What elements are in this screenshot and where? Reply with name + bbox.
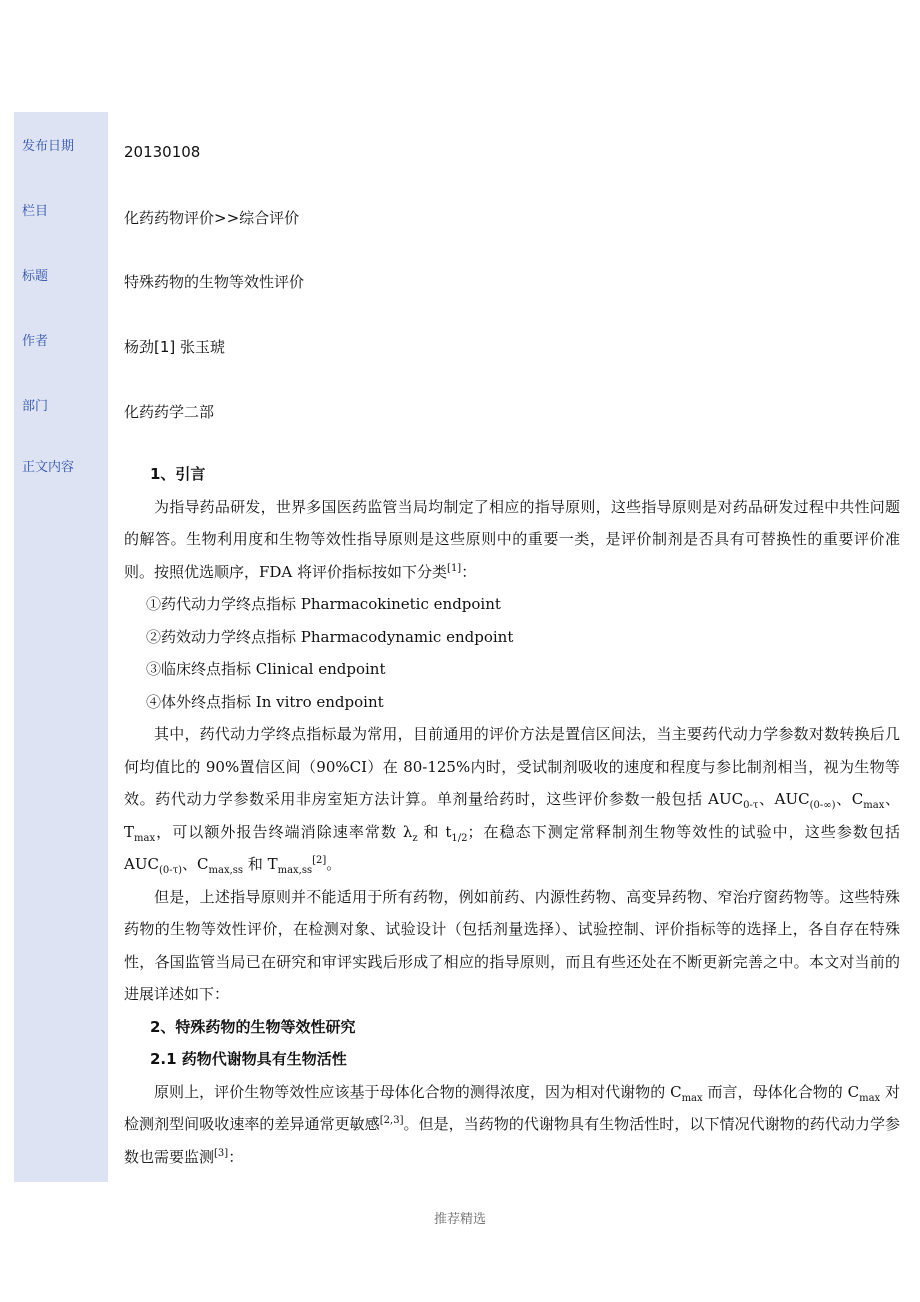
label-column-name: 栏目 bbox=[22, 204, 49, 219]
paragraph-special-drugs: 但是，上述指导原则并不能适用于所有药物，例如前药、内源性药物、高变异药物、窄治疗窗药物等。这些特殊药物的生物等效性评价，在检测对象、试验设计（包括剂量选择）、试验控制、评价指标等的选择上，各自存在特殊性，各国监管当局已在研究和审评实践后形成了相应的指导原则，而且有些还处在不断更新完善之中。本文对当前的进展详述如下： bbox=[124, 887, 900, 1003]
paragraph-intro: 为指导药品研发，世界多国医药监管当局均制定了相应的指导原则，这些指导原则是对药品研发过程中共性问题的解答。生物利用度和生物等效性指导原则是这些原则中的重要一类，是评价制剂是否具有可替换性的重要评价准则。按照优选顺序，FDA 将评价指标按如下分类[1]： bbox=[124, 497, 900, 581]
value-column: 化药药物评价>>综合评价 bbox=[124, 209, 300, 227]
value-department: 化药药学二部 bbox=[124, 403, 215, 421]
list-item: ④体外终点指标 In vitro endpoint bbox=[146, 692, 384, 711]
section-heading-intro: 1、引言 bbox=[150, 465, 206, 483]
value-author: 杨劲[1] 张玉琥 bbox=[124, 338, 226, 356]
subsection-heading-metabolites: 2.1 药物代谢物具有生物活性 bbox=[150, 1050, 347, 1068]
label-body: 正文内容 bbox=[22, 460, 75, 475]
value-title: 特殊药物的生物等效性评价 bbox=[124, 273, 305, 291]
article-body bbox=[124, 458, 900, 1173]
page-footer: 推荐精选 bbox=[433, 1212, 486, 1227]
label-department: 部门 bbox=[22, 399, 49, 414]
label-author: 作者 bbox=[22, 334, 49, 349]
list-item: ③临床终点指标 Clinical endpoint bbox=[146, 660, 386, 678]
label-date: 发布日期 bbox=[22, 139, 75, 154]
list-item: ②药效动力学终点指标 Pharmacodynamic endpoint bbox=[146, 627, 514, 646]
value-date: 20130108 bbox=[124, 143, 201, 161]
paragraph-pk-parameters: 其中，药代动力学终点指标最为常用，目前通用的评价方法是置信区间法，当主要药代动力学参数对数转换后几何均值比的 90%置信区间（90%CI）在 80-125%内时，受试制剂吸收的速度和程度与参比制剂相当，视为生物等效。药代动力学参数采用非房室矩方法计算。单剂量给药时，这些评价参数一般包括 $AUC_{0-\tau}$、$AUC_{(0-\infty)}$、$C_{max}$、$T_{max}$，可以额外报告终端消除速率常数 $\lambda_z$ 和 $t_{1/2}$；在稳态下测定常释制剂生物等效性的试验中，这些参数包括 $AUC_{(0-\tau)}$、$C_{max,ss}$ 和 $T_{max,ss}[2]$。 bbox=[124, 725, 900, 876]
list-item: ①药代动力学终点指标 Pharmacokinetic endpoint bbox=[146, 595, 501, 613]
paragraph-metabolites: 原则上，评价生物等效性应该基于母体化合物的测得浓度，因为相对代谢物的 $C_{max}$ 而言，母体化合物的 $C_{max}$ 对检测剂型间吸收速率的差异通常更敏感[2,3]。但是，当药物的代谢物具有生物活性时，以下情况代谢物的药代动力学参数也需要监测[3]： bbox=[124, 1082, 901, 1166]
section-heading-special: 2、特殊药物的生物等效性研究 bbox=[150, 1017, 356, 1036]
label-title: 标题 bbox=[22, 269, 49, 284]
